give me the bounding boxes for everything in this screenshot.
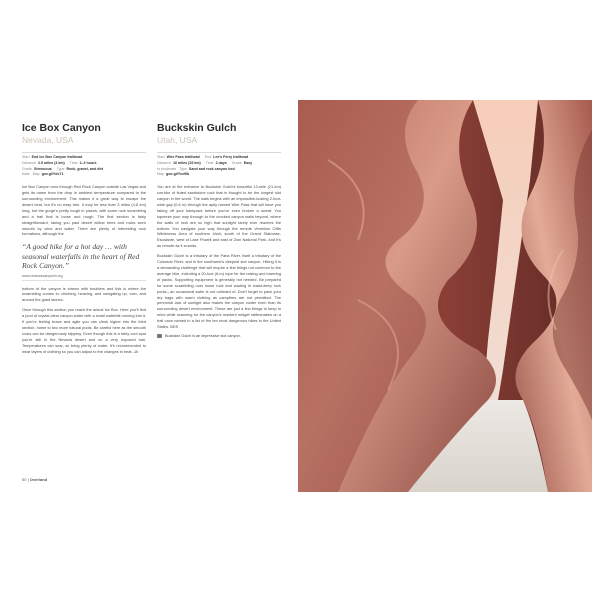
body-paragraph: Ice Box Canyon runs through Red Rock Canyon outside Las Vegas and gets its name from the drop in ambient temperature compared to the surrounding environment. This makes it a great way to escape the desert heat, but it's no easy trek. It may be less than 3 miles (4.8 km) long, but the gorge's pretty tough in places, with some rock scrambling and a trail that is loose and rough. The first section is fairly straightforward, taking you past desert willow trees and rocks worn smooth by wind and water. There are plenty of interesting rock formations, although the: [22, 184, 146, 237]
fact-value: Wire Pass trailhead: [166, 155, 200, 159]
canyon-illustration: [298, 100, 592, 492]
folio-divider: |: [27, 477, 29, 482]
fact-value: Rock, gravel, and dirt: [66, 166, 104, 171]
trail-facts: [22, 152, 146, 178]
fact-key: Time: [69, 160, 78, 165]
entry-ice-box-canyon: [22, 122, 146, 359]
fact-key: to moderate: [157, 166, 177, 171]
body-paragraph: bottom of the canyon is strewn with boulders and this is where the scrambling comes in: climbing, heaving, and navigating up, over, and around the giant stones.: [22, 285, 146, 303]
trail-facts: [157, 152, 281, 178]
fact-key: Grade: [231, 160, 242, 165]
fact-value: Lee's Ferry trailhead: [213, 155, 249, 159]
fact-key: Map: [157, 172, 164, 177]
fact-key: Time: [205, 160, 214, 165]
fact-value: End Ice Box Canyon trailhead: [31, 155, 83, 159]
entry-location: Utah, USA: [157, 135, 198, 145]
fact-key: Distance: [22, 160, 36, 165]
body-paragraph: You are at the entrance to Buckskin Gulch's beautiful 13-mile (21-km) corridor of fluted sandstone rock that is thought to be the longest slot canyon in the world. The walk begins with an impossible-looking 2-foot-wide gap (0.6 m) through the aptly named Wire Pass that will have you taking off your backpack before you've even broken a sweat. You squeeze your way through to the crooked canyon walls beyond, where the walls of rock are so high that sunlight rarely ever reaches the bottom. You navigate your way through the remote Vermilion Cliffs Wilderness Area of southern Utah, south of the Grand Staircase-Escalante, west of Lake Powell and east of Zion National Park. And it's as remote as it sounds.: [157, 184, 281, 249]
fact-value: 16 miles (25 km): [172, 160, 201, 165]
quote-source: www.redrockcanyonlv.org: [22, 274, 146, 281]
fact-value: 2.5 miles (4 km): [37, 160, 65, 165]
fact-key: trails: [22, 172, 30, 177]
page-number: 50: [22, 477, 27, 482]
fact-key: Start: [22, 155, 30, 159]
fact-value: goo.gl/Yex9lb: [166, 172, 190, 177]
fact-key: Type: [56, 166, 65, 171]
pull-quote: “A good hike for a hot day … with seasonal waterfalls in the heart of Red Rock Canyon.”: [22, 242, 140, 271]
caption-text: Buckskin Gulch is an impressive slot canyon.: [165, 333, 241, 338]
body-paragraph: Buckskin Gulch is a tributary of the Paria River, itself a tributary of the Colorado River, and is the southwest's deepest slot canyon. Hiking it is a demanding challenge that will require a few things not common to the average hike, including a 20-foot (6-m) rope for the raising and lowering of packs. Supporting equipment is generally not needed. Be prepared for some scrambling over loose rock and wading in waist-deep rock pools—an occasional swim is not unheard of. Don't forget to pack your dry bags with warm clothing as campfires are not permitted. The perennial lack of sunlight also makes the canyon colder even than its surrounding desert environment. These are just a few things to keep in mind while scanning for the canyon's resident midget rattlesnakes on a trail once named in a list of the ten most dangerous hikes in the United States. BDS: [157, 253, 281, 330]
book-spread: [8, 100, 592, 492]
facts-row: [22, 172, 146, 178]
fact-value: 2 days: [215, 160, 227, 165]
fact-key: Distance: [157, 160, 171, 165]
fact-value: Sand and rock canyon bed: [188, 166, 235, 171]
fact-value: 2–3 hours: [79, 160, 97, 165]
page-folio: [22, 477, 47, 482]
fact-key: Start: [157, 155, 165, 159]
fact-key: Grade: [22, 166, 32, 171]
entry-title: Buckskin Gulch: [157, 122, 237, 134]
section-name: Overland: [29, 477, 48, 482]
fact-key: End: [204, 155, 212, 159]
fact-value: Easy: [243, 160, 253, 165]
facts-row: [157, 172, 281, 178]
fact-key: Type: [179, 166, 187, 171]
photo-caption: [157, 334, 281, 338]
slot-canyon-photo: [298, 100, 592, 492]
camera-icon: [157, 334, 162, 338]
entry-buckskin-gulch: [157, 122, 281, 338]
fact-value: gov.gl/Ydc71: [41, 172, 64, 177]
entry-location: Nevada, USA: [22, 135, 74, 145]
entry-title: Ice Box Canyon: [22, 122, 101, 134]
fact-key: Map: [32, 172, 40, 177]
fact-value: Strenuous: [34, 166, 52, 171]
body-paragraph: Once through this section you reach the actual Ice Box. Here you'll find a pool of crystal-clear canyon water with a small waterfall running into it. If you're feeling brave and agile you can climb higher into the third section, home to two more natural pools. Be careful here as the smooth rocks can be dangerously slippery. Even though this is a fairly cool spot you're still in the Nevada desert and on a very exposed trail. Temperatures can soar, so bring plenty of water. It's recommended to wear layers of clothing so you can adjust to the changes in heat. JA: [22, 307, 146, 354]
left-page: [22, 122, 290, 482]
